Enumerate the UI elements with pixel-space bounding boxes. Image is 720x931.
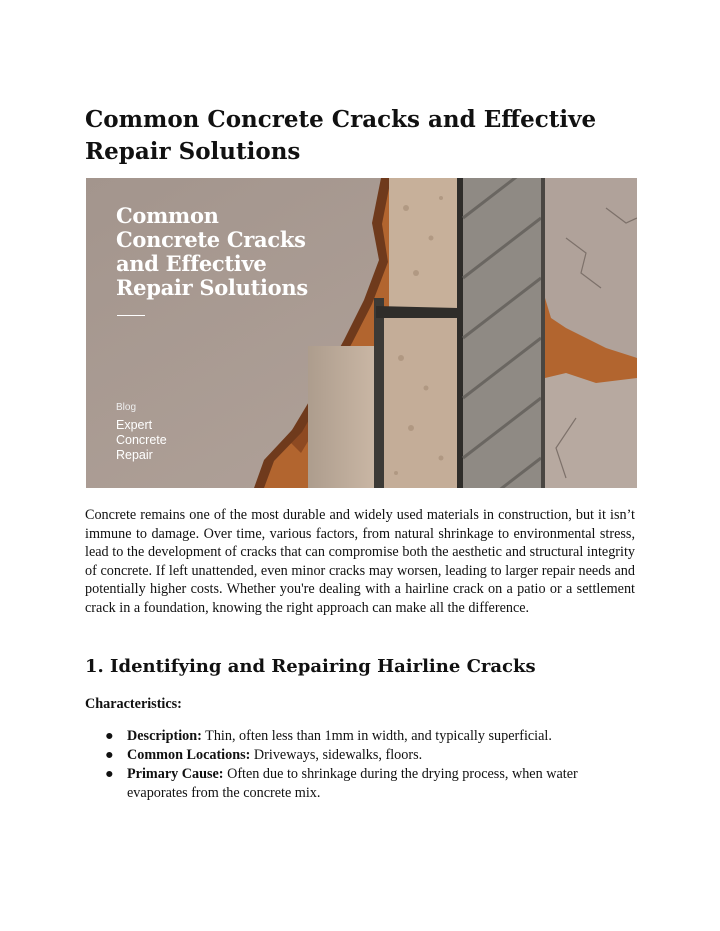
hero-brand-line: Expert [116,418,153,432]
hero-brand-line: Repair [116,448,153,462]
hero-title-line: and Effective [116,251,267,276]
bullet-label: Description: [127,728,202,744]
bullet-icon: ● [105,747,114,763]
list-item [85,727,635,746]
section-heading: 1. Identifying and Repairing Hairline Cracks [85,656,536,677]
hero-tag: Blog [116,402,137,413]
list-item [85,765,635,803]
bullet-text: Driveways, sidewalks, floors. [253,747,423,763]
characteristics-subheading: Characteristics: [85,696,182,712]
bullet-label: Common Locations: [127,747,251,763]
bullet-label: Primary Cause: [127,766,224,782]
hero-brand [116,418,167,463]
page-title: Common Concrete Cracks and Effective Repair Solutions [85,106,597,165]
hero-title-line: Repair Solutions [116,275,308,300]
hero-title-line: Common [116,203,219,228]
characteristics-list [85,727,635,803]
bullet-text: Often due to shrinkage during the drying process, when water evaporates from the concrete mix. [127,766,578,801]
hero-image [86,178,637,488]
hero-title [116,204,308,300]
bullet-icon: ● [105,728,114,744]
hero-title-line: Concrete Cracks [116,227,306,252]
intro-paragraph: Concrete remains one of the most durable and widely used materials in construction, but it isn’t immune to damage. Over time, various factors, from natural shrinkage to environmental stress, lead to the development of cracks that can compromise both the aesthetic and structural integrity of concrete. If left unattended, even minor cracks may worsen, leading to larger repair needs and potentially higher costs. Whether you're dealing with a hairline crack on a patio or a settlement crack in a foundation, knowing the right approach can make all the difference. [85,507,635,616]
bullet-text: Thin, often less than 1mm in width, and typically superficial. [205,728,552,744]
list-item [85,746,635,765]
bullet-icon: ● [105,766,114,782]
hero-divider [117,315,145,316]
hero-brand-line: Concrete [116,433,167,447]
